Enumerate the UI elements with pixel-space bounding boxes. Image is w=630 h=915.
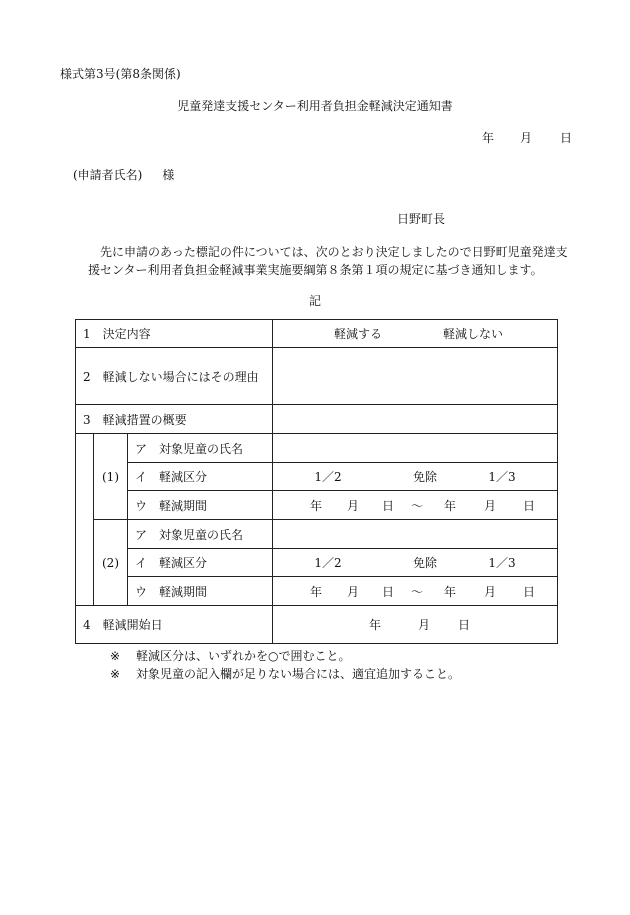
period-end-day: 日	[522, 498, 535, 513]
marker-u: ウ	[135, 498, 148, 513]
marker-a: ア	[135, 527, 148, 542]
group-2-category-label	[128, 549, 273, 577]
option-half[interactable]: 1／2	[314, 470, 342, 484]
date-year-label: 年	[482, 131, 495, 145]
period-start-day: 日	[381, 584, 394, 599]
decision-label-cell	[76, 320, 273, 348]
label-period: 軽減期間	[159, 584, 208, 599]
option-third[interactable]: 1／3	[488, 470, 516, 484]
group-2-category-options[interactable]	[273, 549, 558, 577]
period-tilde: ～	[410, 498, 423, 513]
period-start-month: 月	[346, 584, 359, 599]
row-summary-header	[76, 405, 558, 434]
start-date-cell[interactable]	[273, 606, 558, 644]
period-start-year: 年	[309, 498, 322, 513]
note-text: 軽減区分は、いずれかを○で囲むこと。	[136, 649, 351, 663]
group-1-category-options[interactable]	[273, 463, 558, 491]
body-line-1: 先に申請のあった標記の件については、次のとおり決定しましたので日野町児童発達支	[100, 245, 568, 259]
group-1-child-name-input[interactable]	[273, 434, 558, 463]
note-1	[110, 647, 460, 665]
note-mark: ※	[110, 667, 121, 681]
row-1-number: 1	[83, 327, 91, 341]
date-month-label: 月	[520, 131, 533, 145]
row-start-date	[76, 606, 558, 644]
group-1-category-label	[128, 463, 273, 491]
option-half[interactable]: 1／2	[314, 556, 342, 570]
label-category: 軽減区分	[159, 470, 208, 484]
group-1-period-row	[76, 491, 558, 520]
period-start-year: 年	[309, 584, 322, 599]
form-number: 様式第3号(第8条関係)	[60, 67, 181, 81]
body-line-2: 援センター利用者負担金軽減事業実施要綱第８条第１項の規定に基づき通知します。	[88, 263, 543, 277]
period-end-year: 年	[443, 584, 456, 599]
group-2-name-row	[76, 520, 558, 549]
date-day-label: 日	[560, 131, 573, 145]
marker-u: ウ	[135, 584, 148, 599]
group-2-period-label	[128, 577, 273, 606]
label-child-name: 対象児童の氏名	[159, 527, 244, 542]
group-1-category-row	[76, 463, 558, 491]
label-category: 軽減区分	[159, 556, 208, 570]
group-2-child-name-input[interactable]	[273, 520, 558, 549]
reason-label-cell	[76, 348, 273, 405]
row-2-label: 軽減しない場合にはその理由	[102, 369, 259, 384]
marker-i: イ	[135, 556, 148, 570]
group-1-period-cell[interactable]	[273, 491, 558, 520]
indent-cell	[76, 434, 94, 520]
period-end-month: 月	[483, 584, 496, 599]
reason-input-cell[interactable]	[273, 348, 558, 405]
row-4-label: 軽減開始日	[102, 618, 163, 632]
summary-label-cell	[76, 405, 273, 434]
row-3-label: 軽減措置の概要	[102, 412, 187, 427]
record-mark: 記	[308, 294, 321, 308]
notes	[110, 647, 460, 683]
group-1-name-row	[76, 434, 558, 463]
period-end-month: 月	[483, 498, 496, 513]
option-third[interactable]: 1／3	[488, 556, 516, 570]
group-1-period-label	[128, 491, 273, 520]
group-2-period-cell[interactable]	[273, 577, 558, 606]
option-exempt[interactable]: 免除	[412, 470, 437, 484]
period-start-day: 日	[381, 498, 394, 513]
group-2-child-name-label	[128, 520, 273, 549]
summary-empty-cell	[273, 405, 558, 434]
group-2-category-row	[76, 549, 558, 577]
start-day: 日	[457, 618, 470, 632]
start-month: 月	[417, 618, 430, 632]
period-end-year: 年	[443, 498, 456, 513]
indent-cell	[76, 520, 94, 606]
group-1-child-name-label	[128, 434, 273, 463]
label-period: 軽減期間	[159, 498, 208, 513]
group-2-period-row	[76, 577, 558, 606]
body-text	[88, 243, 578, 279]
row-reason	[76, 348, 558, 405]
applicant-name-line	[73, 166, 174, 183]
note-mark: ※	[110, 649, 121, 663]
row-2-number: 2	[83, 369, 91, 384]
start-year: 年	[368, 618, 381, 632]
option-no-reduce[interactable]: 軽減しない	[443, 327, 504, 341]
label-child-name: 対象児童の氏名	[159, 441, 244, 456]
row-decision	[76, 320, 558, 348]
group-2-number: (2)	[94, 520, 128, 606]
period-end-day: 日	[522, 584, 535, 599]
decision-table	[75, 319, 558, 644]
period-start-month: 月	[346, 498, 359, 513]
note-2	[110, 665, 460, 683]
applicant-honorific: 様	[162, 168, 175, 182]
notice-date	[482, 129, 572, 146]
option-reduce[interactable]: 軽減する	[333, 327, 382, 341]
marker-i: イ	[135, 470, 148, 484]
applicant-label: (申請者氏名)	[73, 168, 143, 182]
issuer: 日野町長	[397, 212, 446, 226]
marker-a: ア	[135, 441, 148, 456]
row-1-label: 決定内容	[102, 327, 151, 341]
period-tilde: ～	[410, 584, 423, 599]
row-3-number: 3	[83, 412, 91, 427]
note-text: 対象児童の記入欄が足りない場合には、適宜追加すること。	[136, 667, 461, 681]
start-date-label-cell	[76, 606, 273, 644]
row-4-number: 4	[83, 618, 91, 632]
option-exempt[interactable]: 免除	[412, 556, 437, 570]
document-title: 児童発達支援センター利用者負担金軽減決定通知書	[177, 99, 453, 113]
decision-options-cell[interactable]	[273, 320, 558, 348]
group-1-number: (1)	[94, 434, 128, 520]
